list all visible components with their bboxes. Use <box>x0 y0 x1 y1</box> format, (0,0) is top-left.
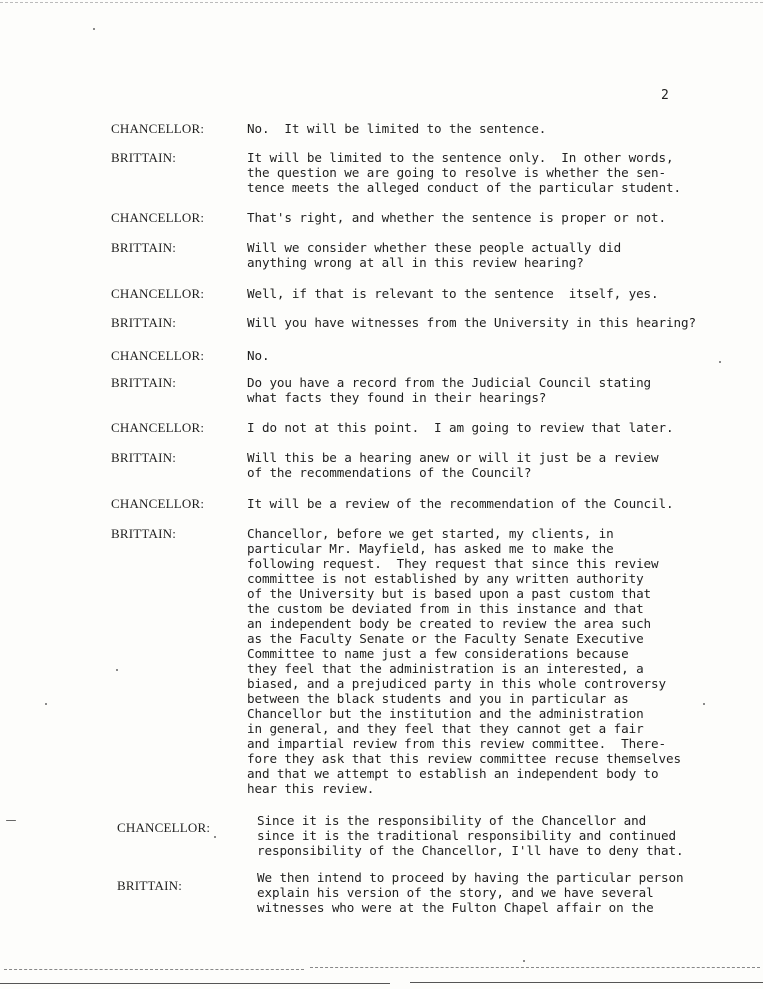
speaker-label: CHANCELLOR: <box>111 286 205 301</box>
speaker-label: BRITTAIN: <box>111 315 177 330</box>
speech-text: That's right, and whether the sentence is proper or not. <box>247 210 666 225</box>
scan-edge-line <box>0 983 390 984</box>
speech-text: I do not at this point. I am going to review that later. <box>247 420 674 435</box>
speech-text: Will this be a hearing anew or will it just be a review of the recommendations of the Council? <box>247 450 659 480</box>
scan-speck <box>6 820 16 821</box>
speech-text: Do you have a record from the Judicial Council stating what facts they found in their hearings? <box>247 375 652 405</box>
scan-speck <box>214 836 216 838</box>
speaker-label: BRITTAIN: <box>117 878 183 893</box>
speaker-label: CHANCELLOR: <box>111 348 205 363</box>
scan-edge-line <box>0 2 763 3</box>
speaker-label: BRITTAIN: <box>111 526 177 541</box>
speaker-label: BRITTAIN: <box>111 450 177 465</box>
speech-text: No. It will be limited to the sentence. <box>247 121 547 136</box>
scan-speck <box>703 703 705 705</box>
page-number: 2 <box>661 88 669 103</box>
scan-speck <box>523 960 525 962</box>
scan-speck <box>116 669 118 671</box>
speech-text: We then intend to proceed by having the particular person explain his version of the story, and we have several witnesses who were at the Fulton Chapel affair on the <box>257 870 684 915</box>
speaker-label: BRITTAIN: <box>111 375 177 390</box>
speaker-label: BRITTAIN: <box>111 150 177 165</box>
speaker-label: CHANCELLOR: <box>117 820 211 835</box>
scan-edge-line <box>4 969 304 970</box>
scan-edge-line <box>310 967 760 968</box>
scan-edge-line <box>410 982 763 983</box>
scan-speck <box>93 28 95 30</box>
speaker-label: CHANCELLOR: <box>111 496 205 511</box>
speech-text: Since it is the responsibility of the Chancellor and since it is the traditional responsibility and continued responsibility of the Chancellor, I'll have to deny that. <box>257 813 684 858</box>
speech-text: No. <box>247 348 270 363</box>
speech-text: Will we consider whether these people actually did anything wrong at all in this review hearing? <box>247 240 622 270</box>
speech-text: It will be a review of the recommendation of the Council. <box>247 496 674 511</box>
speech-text: It will be limited to the sentence only. In other words, the question we are going to resolve is whether the sen- tence meets the alleged conduct of the particular student. <box>247 150 681 195</box>
speaker-label: CHANCELLOR: <box>111 420 205 435</box>
speech-text: Chancellor, before we get started, my clients, in particular Mr. Mayfield, has asked me to make the following request. They request that since this review committee is not established by any written authority of the University but is based upon a past custom that the custom be deviated from in this instance and that an independent body be created to review the area such as the Faculty Senate or the Faculty Senate Executive Committee to name just a few considerations because they feel that the administration is an interested, a biased, and a prejudiced party in this whole controversy between the black students and you in particular as Chancellor but the institution and the administration in general, and they feel that they cannot get a fair and impartial review from this review committee. There- fore they ask that this review committee recuse themselves and that we attempt to establish an independent body to hear this review. <box>247 526 681 796</box>
speaker-label: CHANCELLOR: <box>111 210 205 225</box>
speech-text: Well, if that is relevant to the sentence itself, yes. <box>247 286 659 301</box>
scan-speck <box>719 361 721 363</box>
speaker-label: CHANCELLOR: <box>111 121 205 136</box>
scan-speck <box>45 703 47 705</box>
speech-text: Will you have witnesses from the University in this hearing? <box>247 315 696 330</box>
speaker-label: BRITTAIN: <box>111 240 177 255</box>
